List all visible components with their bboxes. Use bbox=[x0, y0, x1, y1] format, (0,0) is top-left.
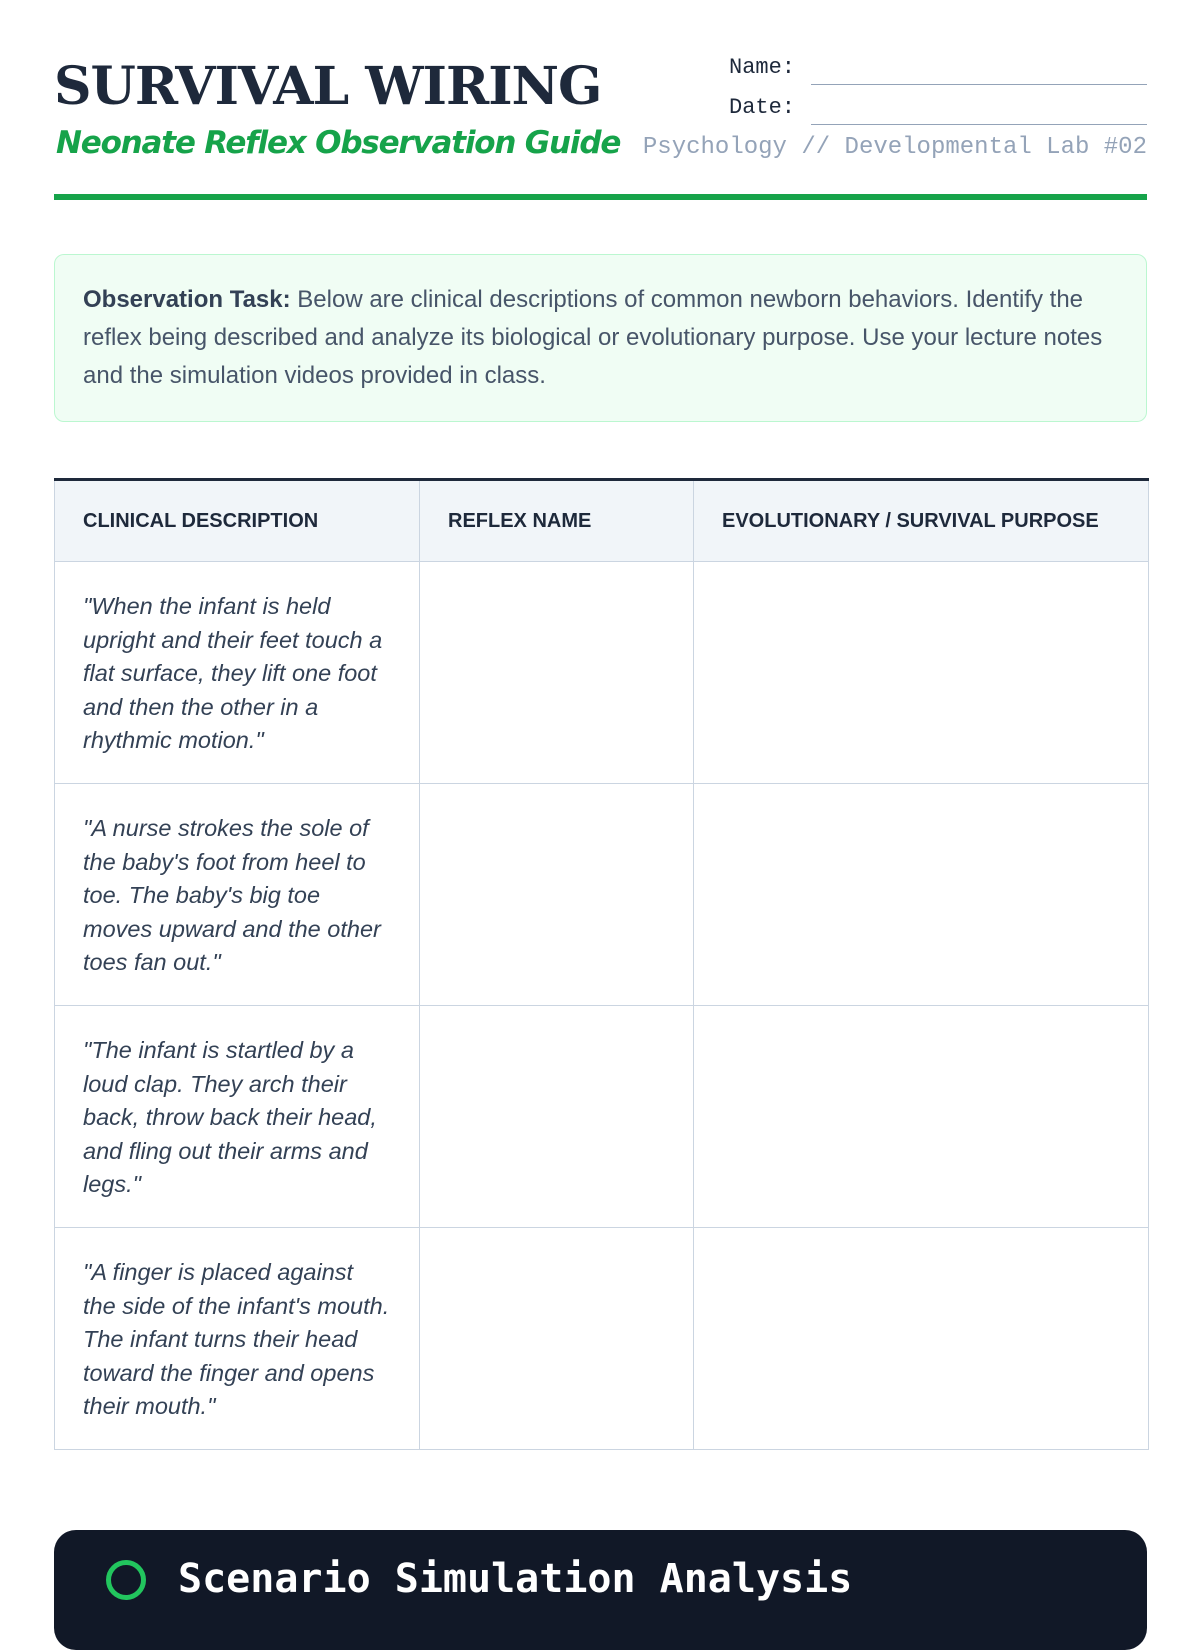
task-label: Observation Task: bbox=[83, 286, 291, 313]
clinical-description: "When the infant is held upright and their feet touch a flat surface, they lift one foot and then the other in a rhythmic motion." bbox=[55, 562, 420, 784]
purpose-cell[interactable] bbox=[694, 1006, 1149, 1228]
column-header-purpose: EVOLUTIONARY / SURVIVAL PURPOSE bbox=[694, 480, 1149, 562]
date-label: Date: bbox=[729, 95, 796, 120]
clinical-description: "A nurse strokes the sole of the baby's foot from heel to toe. The baby's big toe moves upward and the other toes fan out." bbox=[55, 784, 420, 1006]
column-header-reflex: REFLEX NAME bbox=[420, 480, 694, 562]
reflex-name-cell[interactable] bbox=[420, 1006, 694, 1228]
table-row bbox=[55, 1006, 1149, 1228]
simulation-title: Scenario Simulation Analysis bbox=[178, 1556, 853, 1602]
worksheet-header bbox=[54, 50, 1147, 200]
clinical-description: "A finger is placed against the side of the infant's mouth. The infant turns their head toward the finger and opens their mouth." bbox=[55, 1228, 420, 1450]
page-subtitle: Neonate Reflex Observation Guide bbox=[56, 125, 621, 161]
scenario-simulation-panel bbox=[54, 1530, 1147, 1650]
purpose-cell[interactable] bbox=[694, 1228, 1149, 1450]
reflex-table bbox=[54, 478, 1149, 1450]
reflex-name-cell[interactable] bbox=[420, 784, 694, 1006]
course-label: Psychology // Developmental Lab #02 bbox=[642, 134, 1147, 161]
date-field[interactable] bbox=[811, 90, 1147, 125]
name-label: Name: bbox=[729, 55, 796, 80]
page-title: SURVIVAL WIRING bbox=[54, 56, 602, 117]
task-text: Below are clinical descriptions of common newborn behaviors. Identify the reflex being described and analyze its biological or evolutionary purpose. Use your lecture notes and the simulation videos provided in class. bbox=[83, 286, 1103, 389]
observation-task-box bbox=[54, 254, 1147, 422]
reflex-name-cell[interactable] bbox=[420, 562, 694, 784]
circle-icon bbox=[106, 1560, 146, 1600]
table-row bbox=[55, 784, 1149, 1006]
table-row bbox=[55, 562, 1149, 784]
clinical-description: "The infant is startled by a loud clap. They arch their back, throw back their head, and fling out their arms and legs." bbox=[55, 1006, 420, 1228]
purpose-cell[interactable] bbox=[694, 562, 1149, 784]
reflex-name-cell[interactable] bbox=[420, 1228, 694, 1450]
column-header-description: CLINICAL DESCRIPTION bbox=[55, 480, 420, 562]
table-row bbox=[55, 1228, 1149, 1450]
table-header-row bbox=[55, 480, 1149, 562]
header-divider bbox=[54, 194, 1147, 200]
name-field[interactable] bbox=[811, 50, 1147, 85]
purpose-cell[interactable] bbox=[694, 784, 1149, 1006]
